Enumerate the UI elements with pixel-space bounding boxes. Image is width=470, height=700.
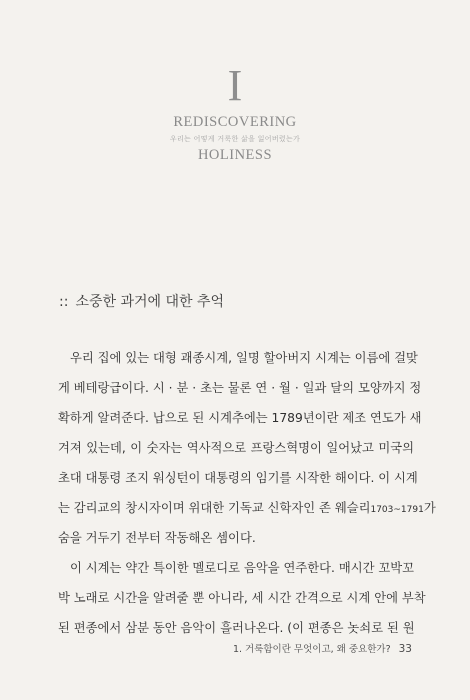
body-line: 게 베테랑급이다. 시 · 분 · 초는 물론 연 · 월 · 일과 달의 모양까지 정 xyxy=(58,381,422,395)
body-line: 확하게 알려준다. 납으로 된 시계추에는 1789년이란 제조 연도가 새 xyxy=(58,411,422,425)
section-heading-text: 소중한 과거에 대한 추억 xyxy=(75,294,225,310)
body-line-wesley xyxy=(58,493,436,523)
body-line-text: 는 감리교의 창시자이며 위대한 기독교 신학자인 존 웨슬리 xyxy=(58,501,371,515)
body-line: 숨을 거두기 전부터 작동해온 셈이다. xyxy=(58,531,256,545)
section-heading xyxy=(59,291,224,311)
body-line-tail: 가 xyxy=(423,501,436,515)
body-line: 된 편종에서 삼분 동안 음악이 흘러나온다. (이 편종은 놋쇠로 된 원 xyxy=(58,621,415,635)
body-line: 겨져 있는데, 이 숫자는 역사적으로 프랑스혁명이 일어났고 미국의 xyxy=(58,441,414,455)
body-line: 박 노래로 시간을 알려줄 뿐 아니라, 세 시간 간격으로 시계 안에 부착 xyxy=(58,591,426,605)
chapter-subtitle: 우리는 어떻게 거룩한 삶을 잃어버렸는가 xyxy=(169,135,301,143)
body-text xyxy=(58,343,436,643)
chapter-header xyxy=(0,61,470,164)
running-footer xyxy=(233,641,412,655)
running-title: 1. 거룩함이란 무엇이고, 왜 중요한가? xyxy=(232,644,391,655)
chapter-title-line1: REDISCOVERING xyxy=(173,114,297,130)
chapter-numeral: I xyxy=(227,61,243,110)
chapter-title-line2: HOLINESS xyxy=(197,147,273,163)
wesley-dates: 1703~1791 xyxy=(370,505,424,515)
body-line: 이 시계는 약간 특이한 멜로디로 음악을 연주한다. 매시간 꼬박꼬 xyxy=(70,561,415,575)
body-line: 우리 집에 있는 대형 괘종시계, 일명 할아버지 시계는 이름에 걸맞 xyxy=(70,351,418,365)
page-number: 33 xyxy=(398,643,412,655)
section-marker: :: xyxy=(59,294,69,310)
body-line: 초대 대통령 조지 워싱턴이 대통령의 임기를 시작한 해이다. 이 시계 xyxy=(58,471,418,485)
